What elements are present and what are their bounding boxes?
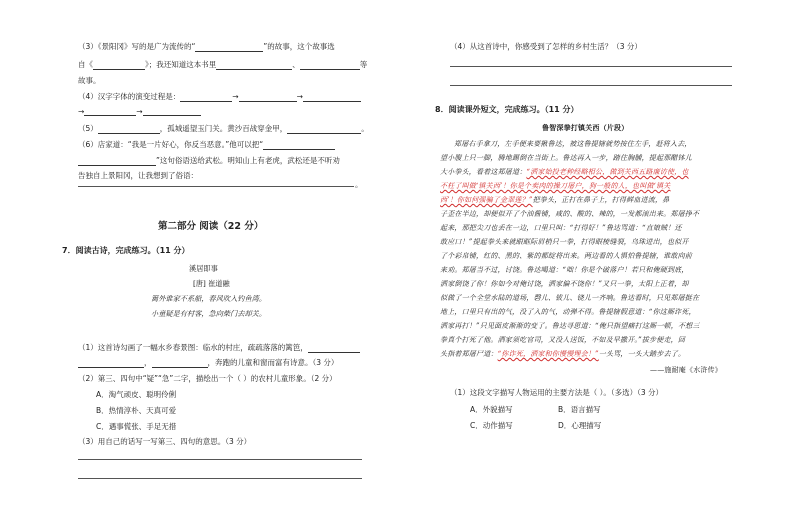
story-line: 洒家倒饶了你！你如今对俺讨饶，洒家偏不饶你！”又只一拳，太阳上正着，却 xyxy=(440,280,689,288)
option-c[interactable]: C．遇事慌张、手足无措 xyxy=(96,422,177,431)
answer-blank[interactable] xyxy=(287,125,361,134)
story-line: 敢应口！”提起拳头来就眼眶际眉梢只一拳，打得眼棱缝裂，乌珠迸出，也似开 xyxy=(440,238,689,246)
answer-line[interactable] xyxy=(78,478,362,479)
story-line xyxy=(440,181,670,191)
question-3-line2: 自《 》；我还知道这本书里 、 等 xyxy=(78,60,368,69)
answer-blank[interactable] xyxy=(303,93,361,102)
question-5: （5） ，孤城遥望玉门关。黄沙百战穿金甲， 。 xyxy=(78,124,369,133)
answer-blank[interactable] xyxy=(195,43,263,52)
poem-line-2: 小童疑是有村客，急向柴门去却关。 xyxy=(151,309,267,318)
question-8-title: 8．阅读课外短文，完成练习。（11 分） xyxy=(435,105,579,114)
question-6-line3: 告独自上景阳冈，让我想到了俗语： xyxy=(78,171,198,180)
option-d[interactable]: D．心理描写 xyxy=(558,421,602,430)
question-7-title: 7．阅读古诗，完成练习。（11 分） xyxy=(62,246,190,255)
story-line: 洒家再打！”只见面皮渐渐的变了。鲁达寻思道：“俺只指望痛打这厮一顿，不想三 xyxy=(440,322,700,330)
answer-blank[interactable] xyxy=(93,61,145,70)
story-line: 大小拳头，看着这郑屠道：“洒家始投老种经略相公，做到关西五路廉访使，也 xyxy=(440,168,689,176)
answer-blank[interactable] xyxy=(98,125,160,134)
answer-blank[interactable] xyxy=(300,61,360,70)
answer-blank[interactable] xyxy=(152,359,208,368)
question-7-1-line1: （1）这首诗勾画了一幅水乡春景图：临水的村庄，疏疏落落的篱笆， xyxy=(78,342,360,353)
option-c[interactable]: C．动作描写 xyxy=(470,421,513,430)
question-8-1: （1）这段文字描写人物运用的主要方法是（ ）。（多选）（3 分） xyxy=(450,388,664,397)
answer-blank[interactable] xyxy=(180,93,232,102)
answer-blank[interactable] xyxy=(78,157,156,166)
answer-blank[interactable] xyxy=(84,107,136,116)
question-6-line2: ”这句俗语送给武松。明知山上有老虎，武松还是不听劝 xyxy=(78,155,340,166)
question-6-line1: （6）店家道：“我是一片好心，你反当恶意。”他可以把“ xyxy=(78,139,335,150)
question-3-line1: （3）《景阳冈》写的是广为流传的“ ”的故事，这个故事选 xyxy=(78,42,335,51)
question-7-1-line2: ， ，奔跑的儿童和窗而富有诗意。（3 分） xyxy=(78,357,338,368)
highlighted-quote: 西’！你如何强骗了金翠莲？” xyxy=(440,196,533,204)
question-7-2: （2）第三、四句中“疑”“急”二字，描绘出一个（ ）的农村儿童形象。（2 分） xyxy=(78,374,337,383)
period-mark: 。 xyxy=(355,180,363,189)
answer-blank[interactable] xyxy=(308,344,360,353)
answer-blank[interactable] xyxy=(143,107,201,116)
story-line: 西’！你如何强骗了金翠莲？”把拳头，正打在鼻子上，打得鲜血迸流，鼻 xyxy=(440,196,670,204)
poem-author: [唐] 崔道融 xyxy=(193,279,230,288)
highlighted-quote: 不枉了叫做‘镇关西’！你是个卖肉的操刀屠户，狗一般的人，也叫做‘镇关 xyxy=(440,182,671,190)
answer-blank[interactable] xyxy=(239,93,297,102)
poem-line-1: 篱外谁家不系船，春风吹入钓鱼湾。 xyxy=(151,294,267,303)
story-line: 头指着郑屠尸道：“你诈死，洒家和你慢慢理会！”一头骂，一头大踏步去了。 xyxy=(440,350,686,358)
story-line: 似做了一个全堂水陆的道场，磬儿、钹儿、铙儿一齐响。鲁达看时，只见郑屠挺在 xyxy=(440,294,700,302)
story-title: 鲁智深拳打镇关西（片段） xyxy=(542,123,629,132)
part-2-title: 第二部分 阅读（22 分） xyxy=(158,221,264,232)
question-4-line1: （4）汉字字体的演变过程是： → → xyxy=(78,91,361,102)
question-3-line3: 故事。 xyxy=(78,76,101,85)
question-7-3: （3）用自己的话写一写第三、四句的意思。（3 分） xyxy=(78,437,252,446)
answer-line[interactable] xyxy=(450,85,732,86)
story-line: 起来，那把尖刀也丢在一边，口里只叫：“打得好！”鲁达骂道：“直娘贼！还 xyxy=(440,224,682,232)
story-source: ——施耐庵《水浒传》 xyxy=(650,366,722,374)
story-line: 拳真个打死了他。洒家须吃官司，又没人送饭，不如及早撒开。”拔步便走，回 xyxy=(440,336,686,344)
story-line: 子歪在半边，却便似开了个油酱铺，咸的、酸的、辣的，一发都滚出来。郑屠挣不 xyxy=(440,210,700,218)
option-b[interactable]: B．语言描写 xyxy=(558,405,601,414)
story-line: 了个彩帛铺，红的、黑的、紫的都绽将出来。两边看的人惧怕鲁提辖，谁敢向前 xyxy=(440,252,692,260)
story-line: 望小腹上只一脚，腾地踢倒在当街上。鲁达再入一步，踏住胸脯，提起那醋钵儿 xyxy=(440,154,692,162)
question-7-4: （4）从这首诗中，你感受到了怎样的乡村生活？（3 分） xyxy=(450,42,642,51)
option-a[interactable]: A．淘气顽皮、聪明伶俐 xyxy=(96,390,177,399)
poem-title: 溪居即事 xyxy=(189,264,218,273)
answer-blank[interactable] xyxy=(216,61,292,70)
highlighted-quote: “洒家始投老种经略相公，做到关西五路廉访使，也 xyxy=(526,168,689,176)
story-line: 来劝。郑屠当不过，讨饶。鲁达喝道：“咄！你是个破落户！若只和俺硬到底， xyxy=(440,266,689,274)
option-b[interactable]: B．热情淳朴、天真可爱 xyxy=(96,406,177,415)
answer-line[interactable] xyxy=(450,66,732,67)
story-line: 地上，口里只有出的气，没了入的气，动弹不得。鲁提辖假意道：“你这厮诈死， xyxy=(440,308,696,316)
answer-blank[interactable] xyxy=(263,141,335,150)
answer-line[interactable] xyxy=(78,459,362,460)
option-a[interactable]: A．外貌描写 xyxy=(470,405,513,414)
highlighted-quote: “你诈死，洒家和你慢慢理会！” xyxy=(497,350,599,358)
answer-blank[interactable] xyxy=(78,359,144,368)
answer-line[interactable] xyxy=(78,186,354,187)
story-line: 郑屠右手拿刀，左手便来要揪鲁达，被这鲁提辖就势按住左手，赶将入去， xyxy=(454,140,692,148)
question-4-line2: → → xyxy=(78,107,201,116)
